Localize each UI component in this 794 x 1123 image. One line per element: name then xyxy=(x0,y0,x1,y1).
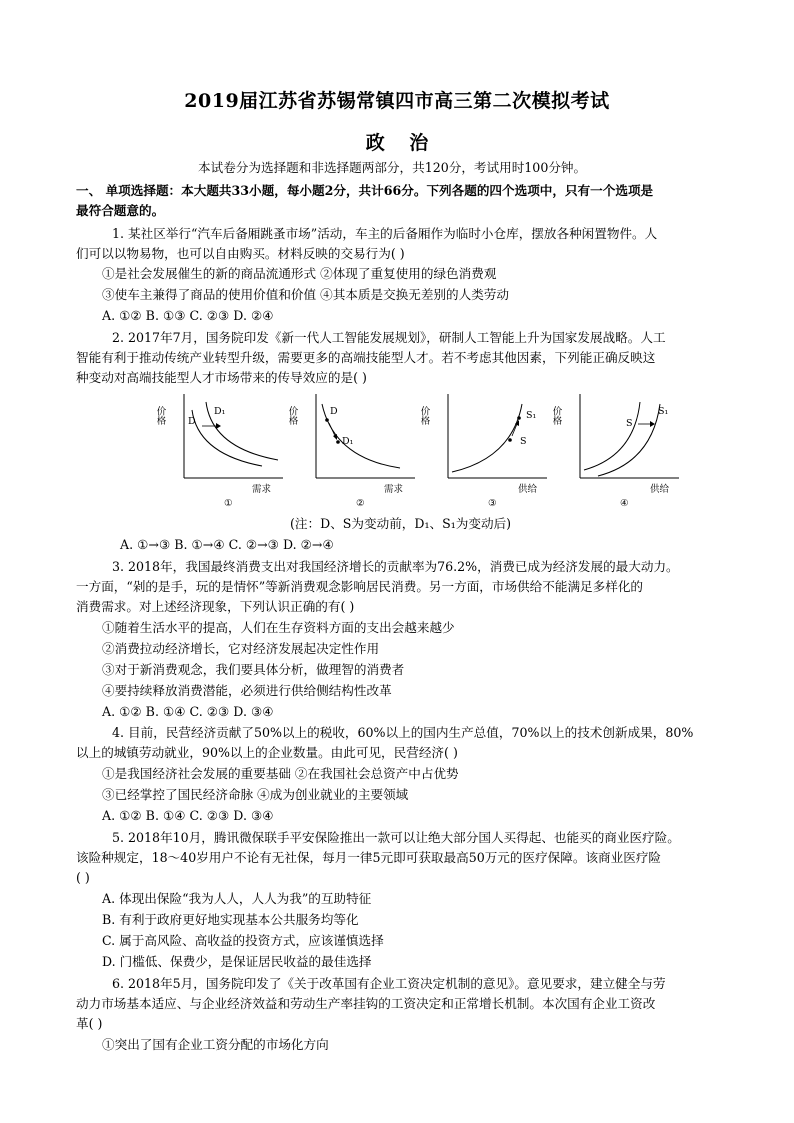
q2-diagram-note: (注：D、S为变动前，D₁、S₁为变动后) xyxy=(290,516,512,531)
diagram-4-number: ④ xyxy=(620,498,629,509)
q3-option-3: ③对于新消费观念，我们要具体分析，做理智的消费者 xyxy=(102,662,405,677)
q1-stem-line2: 们可以以物易物，也可以自由购买。材料反映的交易行为( ) xyxy=(76,246,405,261)
diagram-2-xlabel: 需求 xyxy=(384,484,404,495)
q5-option-d: D. 门槛低、保费少，是保证居民收益的最佳选择 xyxy=(102,954,372,969)
q5-option-b: B. 有利于政府更好地实现基本公共服务均等化 xyxy=(102,912,359,927)
supply-demand-diagrams xyxy=(154,392,678,512)
exam-intro: 本试卷分为选择题和非选择题两部分，共120分，考试用时100分钟。 xyxy=(198,160,587,175)
q3-stem-line1: 3. 2018年，我国最终消费支出对我国经济增长的贡献率为76.2%，消费已成为经济发展的最大动力。 xyxy=(112,559,679,574)
q6-option-1: ①突出了国有企业工资分配的市场化方向 xyxy=(102,1037,329,1052)
q3-option-1: ①随着生活水平的提高，人们在生存资料方面的支出会越来越少 xyxy=(102,620,455,635)
q2-stem-line2: 智能有利于推动传统产业转型升级，需要更多的高端技能型人才。若不考虑其他因素，下列能正确反映这 xyxy=(76,350,656,365)
q3-answers: A. ①② B. ①④ C. ②③ D. ③④ xyxy=(102,704,274,719)
diagram-1 xyxy=(154,392,288,512)
diagram-2-number: ② xyxy=(356,498,365,509)
q6-stem-line3: 革( ) xyxy=(76,1016,103,1031)
diagram-3-ylabel: 价格 xyxy=(418,406,430,425)
diagram-1-curve-d: D xyxy=(188,416,196,427)
diagram-4-curve-s: S xyxy=(626,418,633,429)
diagram-4-curve-s1: S₁ xyxy=(658,406,669,417)
diagram-1-curve-d1: D₁ xyxy=(214,406,226,417)
q4-answers: A. ①② B. ①④ C. ②③ D. ③④ xyxy=(102,808,274,823)
diagram-3-curve-s: S xyxy=(520,436,527,447)
diagram-2-curve-d1: D₁ xyxy=(342,436,354,447)
exam-title: 2019届江苏省苏锡常镇四市高三第二次模拟考试 xyxy=(184,90,610,112)
subject-title: 政 治 xyxy=(365,132,429,154)
q4-options-2: ③已经掌控了国民经济命脉 ④成为创业就业的主要领域 xyxy=(102,787,409,802)
q1-answers: A. ①② B. ①③ C. ②③ D. ②④ xyxy=(102,308,274,323)
q3-option-2: ②消费拉动经济增长，它对经济发展起决定性作用 xyxy=(102,641,380,656)
q6-stem-line1: 6. 2018年5月，国务院印发了《关于改革国有企业工资决定机制的意见》。意见要求，建立健全与劳 xyxy=(112,976,666,991)
diagram-1-xlabel: 需求 xyxy=(252,484,272,495)
q4-stem-line2: 以上的城镇劳动就业，90%以上的企业数量。由此可见，民营经济( ) xyxy=(76,745,458,760)
q5-stem-line2: 该险种规定，18～40岁用户不论有无社保，每月一律5元即可获取最高50万元的医疗保障。该商业医疗险 xyxy=(76,850,662,865)
diagram-3-xlabel: 供给 xyxy=(518,484,538,495)
section-heading: 一、 单项选择题：本大题共33小题，每小题2分，共计66分。下列各题的四个选项中，只有一个选项是 xyxy=(76,183,654,198)
q1-options-1: ①是社会发展催生的新的商品流通形式 ②体现了重复使用的绿色消费观 xyxy=(102,266,497,281)
diagram-1-ylabel: 价格 xyxy=(154,406,166,425)
diagram-2 xyxy=(286,392,420,512)
q3-stem-line2: 一方面，“剁的是手，玩的是情怀”等新消费观念影响居民消费。另一方面，市场供给不能满足多样化的 xyxy=(76,579,644,594)
diagram-3-curve-s1: S₁ xyxy=(526,410,537,421)
q5-stem-line1: 5. 2018年10月，腾讯微保联手平安保险推出一款可以让绝大部分国人买得起、也能买的商业医疗险。 xyxy=(112,830,680,845)
diagram-3-number: ③ xyxy=(488,498,497,509)
diagram-4 xyxy=(550,392,684,512)
q4-stem-line1: 4. 目前，民营经济贡献了50%以上的税收，60%以上的国内生产总值，70%以上的技术创新成果，80% xyxy=(112,725,694,740)
q5-option-c: C. 属于高风险、高收益的投资方式，应该谨慎选择 xyxy=(102,933,384,948)
q2-answers: A. ①→③ B. ①→④ C. ②→③ D. ②→④ xyxy=(120,537,334,552)
diagram-2-curve-d: D xyxy=(330,406,338,417)
diagram-4-ylabel: 价格 xyxy=(550,406,562,425)
q1-options-2: ③使车主兼得了商品的使用价值和价值 ④其本质是交换无差别的人类劳动 xyxy=(102,287,510,302)
diagram-2-ylabel: 价格 xyxy=(286,406,298,425)
q3-stem-line3: 消费需求。对上述经济现象，下列认识正确的有( ) xyxy=(76,599,355,614)
q3-option-4: ④要持续释放消费潜能，必须进行供给侧结构性改革 xyxy=(102,683,392,698)
q4-options-1: ①是我国经济社会发展的重要基础 ②在我国社会总资产中占优势 xyxy=(102,766,459,781)
q5-option-a: A. 体现出保险“我为人人，人人为我”的互助特征 xyxy=(102,891,372,906)
q1-stem-line1: 1. 某社区举行“汽车后备厢跳蚤市场”活动，车主的后备厢作为临时小仓库，摆放各种闲置物件。人 xyxy=(112,226,658,241)
section-heading-cont: 最符合题意的。 xyxy=(76,203,165,218)
diagram-3 xyxy=(418,392,552,512)
q5-stem-line3: ( ) xyxy=(76,870,90,885)
q2-stem-line1: 2. 2017年7月，国务院印发《新一代人工智能发展规划》，研制人工智能上升为国家发展战略。人工 xyxy=(112,330,666,345)
q6-stem-line2: 动力市场基本适应、与企业经济效益和劳动生产率挂钩的工资决定和正常增长机制。本次国有企业工资改 xyxy=(76,996,656,1011)
diagram-4-xlabel: 供给 xyxy=(650,484,670,495)
q2-stem-line3: 种变动对高端技能型人才市场带来的传导效应的是( ) xyxy=(76,370,367,385)
diagram-1-number: ① xyxy=(224,498,233,509)
